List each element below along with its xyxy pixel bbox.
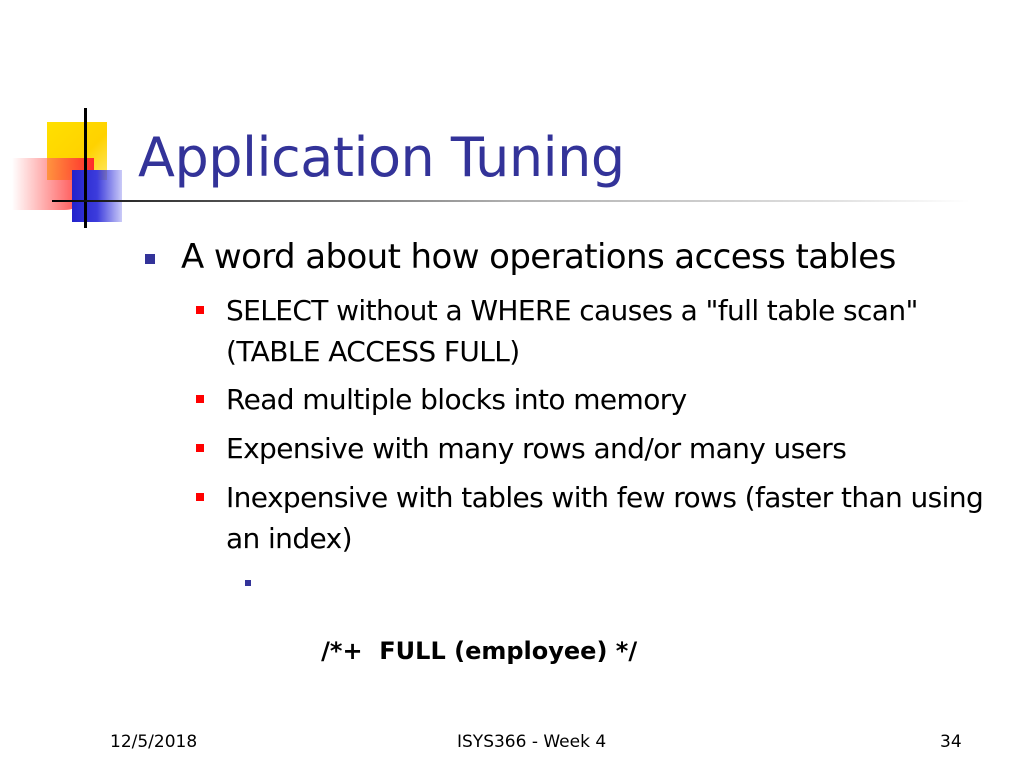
bullet-main-text: A word about how operations access tables xyxy=(181,237,896,277)
bullet-sub-2 xyxy=(226,379,1006,420)
logo-vertical-line xyxy=(84,108,87,228)
bullet-sub-2-text: Read multiple blocks into memory xyxy=(226,383,687,416)
square-bullet-icon xyxy=(196,306,204,314)
logo-blue-square xyxy=(72,170,122,222)
bullet-sub-1-text: SELECT without a WHERE causes a "full table scan" (TABLE ACCESS FULL) xyxy=(226,294,918,368)
bullet-hint-text: /*+ FULL (employee) */ xyxy=(321,637,638,665)
slide-title: Application Tuning xyxy=(138,126,625,189)
bullet-sub-3 xyxy=(226,428,1006,469)
title-underline xyxy=(52,200,970,202)
bullet-hint xyxy=(271,566,991,702)
bullet-sub-1 xyxy=(226,290,1006,372)
footer-course: ISYS366 - Week 4 xyxy=(457,732,607,752)
square-bullet-icon xyxy=(196,493,204,501)
square-bullet-icon xyxy=(145,254,155,264)
square-bullet-icon xyxy=(196,395,204,403)
bullet-sub-3-text: Expensive with many rows and/or many users xyxy=(226,432,847,465)
bullet-main xyxy=(181,234,1001,280)
footer-date: 12/5/2018 xyxy=(110,732,198,752)
footer-page-number: 34 xyxy=(940,732,962,752)
square-bullet-icon xyxy=(245,580,251,586)
bullet-sub-4 xyxy=(226,477,1006,559)
bullet-sub-4-text: Inexpensive with tables with few rows (faster than using an index) xyxy=(226,481,984,555)
square-bullet-icon xyxy=(196,444,204,452)
